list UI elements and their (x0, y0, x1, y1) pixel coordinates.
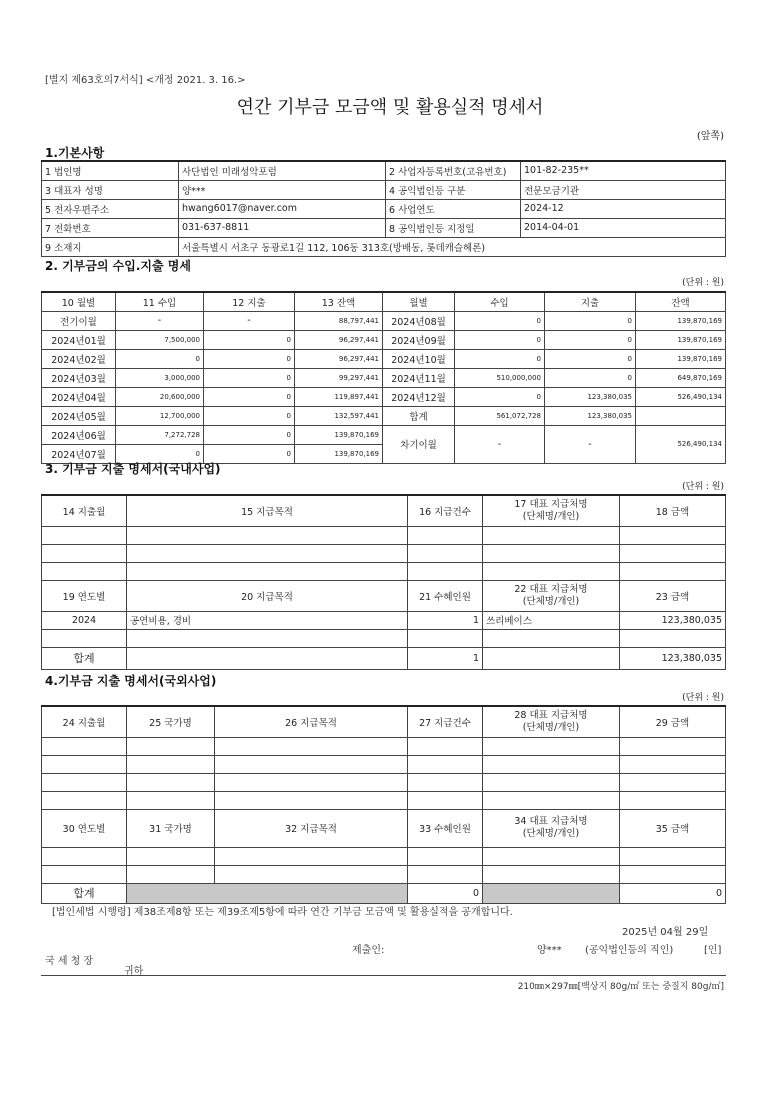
col-header: 월별 (383, 292, 455, 311)
left-income: 0 (116, 444, 204, 463)
row-amount: 123,380,035 (620, 611, 726, 629)
h-purpose-2: 32 지급목적 (215, 809, 408, 847)
label-fiscal-year: 6 사업연도 (386, 199, 521, 218)
left-balance: 139,870,169 (295, 425, 383, 444)
carry-forward-1: - (455, 425, 545, 463)
h-recipient: 28 대표 지급처명 (단체명/개인) (483, 706, 620, 737)
right-month: 2024년10월 (383, 349, 455, 368)
right-income: 0 (455, 387, 545, 406)
section-1-title: 1.기본사항 (45, 146, 105, 160)
table-row (42, 611, 726, 629)
honorific: 귀하 (124, 966, 144, 977)
col-header: 지출 (545, 292, 636, 311)
left-balance: 132,597,441 (295, 406, 383, 425)
h-amount-2: 35 금액 (620, 809, 726, 847)
h-purpose: 26 지급목적 (215, 706, 408, 737)
col-header: 10 월별 (42, 292, 116, 311)
right-income: 0 (455, 311, 545, 330)
left-month: 2024년02월 (42, 349, 116, 368)
table-row (42, 330, 726, 349)
right-month: 2024년08월 (383, 311, 455, 330)
income-expense-table (41, 291, 726, 464)
right-month: 2024년09월 (383, 330, 455, 349)
total-label: 합계 (42, 647, 127, 669)
value-corp-type: 전문모금기관 (521, 180, 726, 199)
h-month: 24 지출월 (42, 706, 127, 737)
value-rep-name: 양*** (179, 180, 386, 199)
h-beneficiaries: 33 수혜인원 (408, 809, 483, 847)
value-biz-reg-no: 101-82-235** (521, 161, 726, 180)
left-month: 2024년04월 (42, 387, 116, 406)
h-recipient-2: 34 대표 지급처명 (단체명/개인) (483, 809, 620, 847)
right-balance: 526,490,134 (636, 387, 726, 406)
right-income: 0 (455, 349, 545, 368)
left-month: 전기이월 (42, 311, 116, 330)
paper-spec: 210㎜×297㎜[백상지 80g/㎡ 또는 중질지 80g/㎡] (517, 982, 724, 992)
value-phone: 031-637-8811 (179, 218, 386, 237)
right-month: 2024년11월 (383, 368, 455, 387)
left-expense: 0 (204, 387, 295, 406)
law-statement: [법인세법 시행령] 제38조제8항 또는 제39조제5항에 따라 연간 기부금 모금액 및 활용실적을 공개합니다. (52, 907, 513, 918)
left-expense: 0 (204, 406, 295, 425)
h-amount: 18 금액 (620, 495, 726, 526)
h-purpose: 15 지급목적 (127, 495, 408, 526)
h-beneficiaries: 21 수혜인원 (408, 580, 483, 611)
left-balance: 88,797,441 (295, 311, 383, 330)
table-row (42, 368, 726, 387)
col-header: 12 지출 (204, 292, 295, 311)
right-month: 합계 (383, 406, 455, 425)
h-recipient: 17 대표 지급처명 (단체명/개인) (483, 495, 620, 526)
domestic-expense-table (41, 494, 726, 670)
left-income: 20,600,000 (116, 387, 204, 406)
submitter-role: (공익법인등의 직인) (585, 945, 674, 956)
label-rep-name: 3 대표자 성명 (42, 180, 179, 199)
value-fiscal-year: 2024-12 (521, 199, 726, 218)
front-page-label: (앞쪽) (696, 131, 724, 142)
right-balance: 649,870,169 (636, 368, 726, 387)
basic-info-table (41, 160, 726, 257)
right-expense: 0 (545, 368, 636, 387)
left-expense: 0 (204, 368, 295, 387)
left-balance: 139,870,169 (295, 444, 383, 463)
right-income: 561,072,728 (455, 406, 545, 425)
col-header: 잔액 (636, 292, 726, 311)
footer-divider (41, 975, 726, 976)
total-amount: 123,380,035 (620, 647, 726, 669)
h-purpose-2: 20 지급목적 (127, 580, 408, 611)
label-corp-name: 1 법인명 (42, 161, 179, 180)
right-balance (636, 406, 726, 425)
left-income: 0 (116, 349, 204, 368)
left-balance: 99,297,441 (295, 368, 383, 387)
section-2-unit: (단위 : 원) (682, 278, 724, 288)
submitter-name: 양*** (537, 945, 562, 956)
left-income: 12,700,000 (116, 406, 204, 425)
recipient-office: 국 세 청 장 (45, 956, 94, 967)
left-month: 2024년01월 (42, 330, 116, 349)
right-expense: 0 (545, 349, 636, 368)
h-month: 14 지출월 (42, 495, 127, 526)
left-expense: 0 (204, 330, 295, 349)
right-income: 0 (455, 330, 545, 349)
h-recipient-2: 22 대표 지급처명 (단체명/개인) (483, 580, 620, 611)
total-beneficiaries: 1 (408, 647, 483, 669)
section-3-title: 3. 기부금 지출 명세서(국내사업) (45, 462, 221, 476)
h-year: 19 연도별 (42, 580, 127, 611)
left-income: 7,500,000 (116, 330, 204, 349)
h-count: 16 지급건수 (408, 495, 483, 526)
table-row (42, 349, 726, 368)
right-month: 2024년12월 (383, 387, 455, 406)
left-expense: 0 (204, 425, 295, 444)
carry-forward-0: 차기이월 (383, 425, 455, 463)
left-income: 3,000,000 (116, 368, 204, 387)
value-email: hwang6017@naver.com (179, 199, 386, 218)
table-row (42, 387, 726, 406)
row-year: 2024 (42, 611, 127, 629)
col-header: 13 잔액 (295, 292, 383, 311)
label-corp-type: 4 공익법인등 구분 (386, 180, 521, 199)
left-expense: - (204, 311, 295, 330)
row-recipient: 쓰리베이스 (483, 611, 620, 629)
total-amount: 0 (620, 883, 726, 903)
left-month: 2024년07월 (42, 444, 116, 463)
left-month: 2024년06월 (42, 425, 116, 444)
left-month: 2024년03월 (42, 368, 116, 387)
submitter-label: 제출인: (352, 945, 385, 956)
h-year: 30 연도별 (42, 809, 127, 847)
left-balance: 96,297,441 (295, 349, 383, 368)
left-month: 2024년05월 (42, 406, 116, 425)
h-amount: 29 금액 (620, 706, 726, 737)
right-expense: 0 (545, 311, 636, 330)
h-country-2: 31 국가명 (127, 809, 215, 847)
right-balance: 139,870,169 (636, 311, 726, 330)
left-balance: 96,297,441 (295, 330, 383, 349)
label-biz-reg-no: 2 사업자등록번호(고유번호) (386, 161, 521, 180)
h-count: 27 지급건수 (408, 706, 483, 737)
section-4-title: 4.기부금 지출 명세서(국외사업) (45, 674, 217, 688)
label-designation-date: 8 공익법인등 지정일 (386, 218, 521, 237)
seal-mark: [인] (704, 945, 722, 956)
document-title: 연간 기부금 모금액 및 활용실적 명세서 (236, 97, 544, 118)
col-header: 수입 (455, 292, 545, 311)
right-income: 510,000,000 (455, 368, 545, 387)
total-label: 합계 (42, 883, 127, 903)
form-number: [별지 제63호의7서식] <개정 2021. 3. 16.> (45, 75, 246, 86)
h-country: 25 국가명 (127, 706, 215, 737)
left-balance: 119,897,441 (295, 387, 383, 406)
table-row (42, 425, 726, 444)
left-income: - (116, 311, 204, 330)
row-beneficiaries: 1 (408, 611, 483, 629)
right-balance: 139,870,169 (636, 349, 726, 368)
section-3-unit: (단위 : 원) (682, 482, 724, 492)
table-row (42, 406, 726, 425)
overseas-expense-table (41, 705, 726, 904)
h-amount-2: 23 금액 (620, 580, 726, 611)
label-address: 9 소재지 (42, 237, 179, 256)
carry-forward-2: - (545, 425, 636, 463)
label-phone: 7 전화번호 (42, 218, 179, 237)
row-purpose: 공연비용, 경비 (127, 611, 408, 629)
total-count: 0 (408, 883, 483, 903)
value-corp-name: 사단법인 미래성악포럼 (179, 161, 386, 180)
right-balance: 139,870,169 (636, 330, 726, 349)
value-designation-date: 2014-04-01 (521, 218, 726, 237)
section-2-title: 2. 기부금의 수입.지출 명세 (45, 259, 191, 273)
col-header: 11 수입 (116, 292, 204, 311)
right-expense: 123,380,035 (545, 406, 636, 425)
submission-date: 2025년 04월 29일 (622, 927, 709, 938)
section-4-unit: (단위 : 원) (682, 693, 724, 703)
value-address: 서울특별시 서초구 동광로1길 112, 106동 313호(방배동, 롯데캐슬헤론) (179, 237, 726, 256)
table-row (42, 311, 726, 330)
label-email: 5 전자우편주소 (42, 199, 179, 218)
right-expense: 0 (545, 330, 636, 349)
right-expense: 123,380,035 (545, 387, 636, 406)
carry-forward-3: 526,490,134 (636, 425, 726, 463)
left-expense: 0 (204, 444, 295, 463)
left-income: 7,272,728 (116, 425, 204, 444)
left-expense: 0 (204, 349, 295, 368)
